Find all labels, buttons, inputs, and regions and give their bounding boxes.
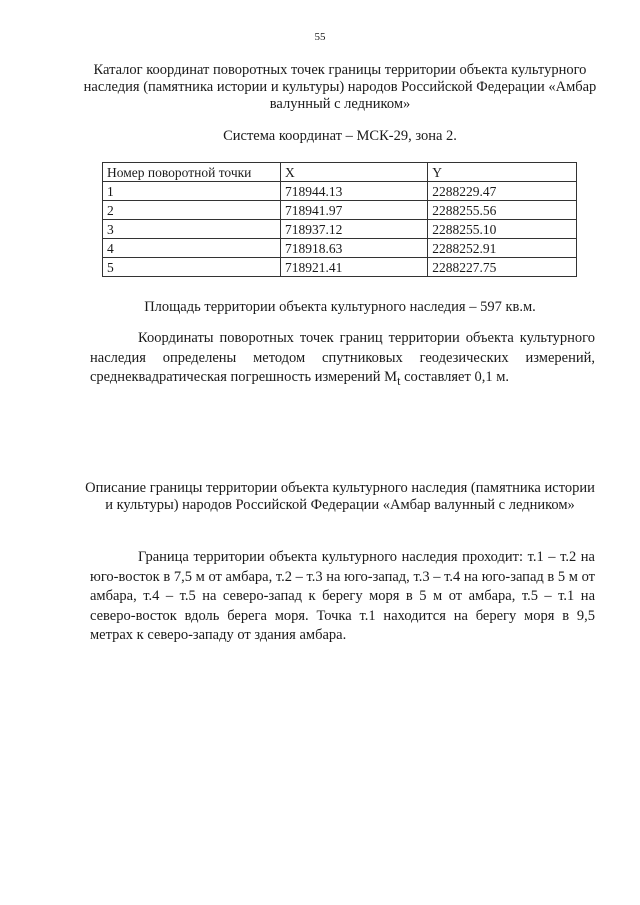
cell-x: 718937.12: [280, 220, 427, 239]
method-text: Координаты поворотных точек границ территории объекта культурного наследия определены методом спутниковых геодезических измерений, среднеквадратическая погрешность измерений M: [90, 330, 595, 385]
cell-y: 2288255.10: [428, 220, 577, 239]
cell-x: 718921.41: [280, 258, 427, 277]
table-header-row: [103, 163, 577, 182]
description-title: Описание границы территории объекта культурного наследия (памятника истории и культуры) народов Российской Федерации «Амбар валунный с ледником»: [85, 480, 595, 513]
table-row: [103, 182, 577, 201]
cell-y: 2288255.56: [428, 201, 577, 220]
header-point-number: Номер поворотной точки: [103, 163, 281, 182]
cell-point: 1: [103, 182, 281, 201]
cell-y: 2288229.47: [428, 182, 577, 201]
table-row: [103, 239, 577, 258]
method-tail: составляет 0,1 м.: [400, 369, 510, 385]
cell-y: 2288252.91: [428, 239, 577, 258]
cell-point: 4: [103, 239, 281, 258]
method-subscript: t: [397, 373, 401, 388]
coordinates-table: [102, 162, 577, 277]
header-y: Y: [428, 163, 577, 182]
page-number: 55: [314, 31, 326, 43]
cell-x: 718944.13: [280, 182, 427, 201]
cell-point: 3: [103, 220, 281, 239]
table-row: [103, 258, 577, 277]
cell-point: 2: [103, 201, 281, 220]
table-row: [103, 220, 577, 239]
catalog-title: Каталог координат поворотных точек границы территории объекта культурного наследия (памятника истории и культуры) народов Российской Федерации «Амбар валунный с ледником»: [83, 62, 597, 112]
coordinate-system: Система координат – МСК-29, зона 2.: [223, 128, 457, 144]
cell-y: 2288227.75: [428, 258, 577, 277]
border-description-paragraph: Граница территории объекта культурного наследия проходит: т.1 – т.2 на юго-восток в 7,5 м от амбара, т.2 – т.3 на юго-запад, т.3 – т.4 на юго-запад в 5 м от амбара, т.4 – т.5 на северо-запад к берегу моря в 5 м от амбара, т.5 – т.1 на северо-восток вдоль берега моря. Точка т.1 находится на берегу моря в 9,5 метрах к северо-западу от здания амбара.: [90, 549, 595, 643]
cell-point: 5: [103, 258, 281, 277]
header-x: X: [280, 163, 427, 182]
measurement-method-paragraph: [90, 329, 595, 391]
area-statement: Площадь территории объекта культурного наследия – 597 кв.м.: [144, 299, 536, 315]
cell-x: 718941.97: [280, 201, 427, 220]
table-row: [103, 201, 577, 220]
cell-x: 718918.63: [280, 239, 427, 258]
